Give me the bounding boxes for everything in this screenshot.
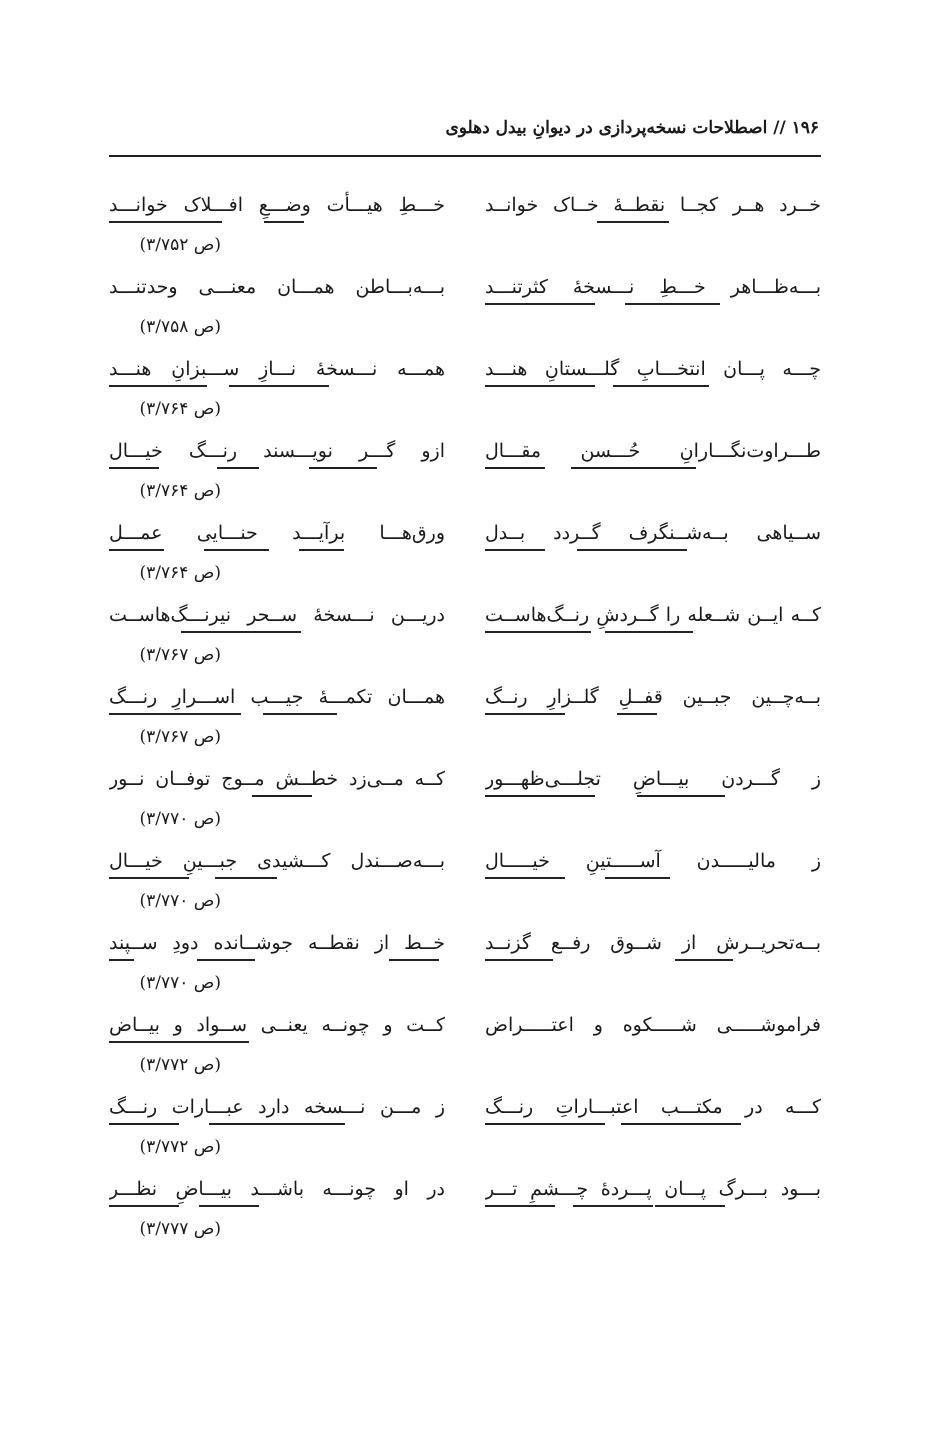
second-hemistich: ز مـــن نـــسخه دارد عبـــارات رنـــگ bbox=[109, 1096, 445, 1118]
second-hemistich: همـــان تکمـــهٔ جیـــب اســـرارِ رنـــگ bbox=[109, 686, 445, 708]
underline-mark bbox=[675, 959, 733, 961]
underline-mark bbox=[485, 467, 545, 469]
page-citation: (ص ۳/۷۷۰) bbox=[139, 809, 221, 829]
underline-mark bbox=[109, 1123, 179, 1125]
page-citation: (ص ۳/۷۶۴) bbox=[139, 481, 221, 501]
underline-mark bbox=[613, 385, 709, 387]
second-hemistich: همـــه نـــسخهٔ نـــازِ ســـبزانِ هنـــد bbox=[109, 358, 445, 380]
couplet bbox=[109, 764, 821, 846]
second-hemistich: کــه مــی‌زد خطــش مــوج توفــان نــور bbox=[109, 768, 445, 790]
underline-mark bbox=[109, 877, 189, 879]
page-citation: (ص ۳/۷۷۲) bbox=[139, 1055, 221, 1075]
page-citation: (ص ۳/۷۵۲) bbox=[139, 235, 221, 255]
page-citation: (ص ۳/۷۶۴) bbox=[139, 563, 221, 583]
poem-body bbox=[109, 190, 821, 1256]
underline-mark bbox=[637, 795, 725, 797]
couplet bbox=[109, 1174, 821, 1256]
second-hemistich: در او چونـــه باشـــد بیـــاضِ نظـــر bbox=[109, 1178, 445, 1200]
second-hemistich: کــت و چونــه یعنــی ســواد و بیــاض bbox=[109, 1014, 445, 1036]
header-rule bbox=[109, 155, 821, 157]
underline-mark bbox=[109, 549, 164, 551]
first-hemistich: بــه‌چــین جبــین قفــلِ گلــزارِ رنــگ bbox=[485, 686, 821, 708]
page-citation: (ص ۳/۷۷۰) bbox=[139, 891, 221, 911]
first-hemistich: کــه ایــن شــعله را گــردشِ رنــگ‌هاســت bbox=[485, 604, 821, 626]
underline-mark bbox=[625, 303, 720, 305]
first-hemistich: خــرد هــر کجــا نقطــهٔ خــاک خوانــد bbox=[485, 194, 821, 216]
underline-mark bbox=[485, 549, 545, 551]
underline-mark bbox=[252, 795, 312, 797]
underline-mark bbox=[485, 959, 553, 961]
page-citation: (ص ۳/۷۷۲) bbox=[139, 1137, 221, 1157]
page-citation: (ص ۳/۷۶۷) bbox=[139, 645, 221, 665]
first-hemistich: کـــه در مکتـــب اعتبـــاراتِ رنـــگ bbox=[485, 1096, 821, 1118]
couplet bbox=[109, 846, 821, 928]
underline-mark bbox=[109, 713, 241, 715]
first-hemistich: طـــراوت‌نگـــارانِ حُـــسن مقـــال bbox=[485, 440, 821, 462]
couplet bbox=[109, 1092, 821, 1174]
second-hemistich: ازو گـــر نویـــسند رنـــگ خیـــال bbox=[109, 440, 445, 462]
underline-mark bbox=[573, 1205, 653, 1207]
couplet bbox=[109, 518, 821, 600]
underline-mark bbox=[571, 467, 696, 469]
second-hemistich: خـــطِ هیـــأت وضـــعِ افـــلاک خوانـــد bbox=[109, 194, 445, 216]
page-citation: (ص ۳/۷۶۴) bbox=[139, 399, 221, 419]
first-hemistich: ز گـــردن بیـــاضِ تجلـــی‌ظهـــور bbox=[485, 768, 821, 790]
first-hemistich: ســیاهی بــه‌شــنگرف گــردد بــدل bbox=[485, 522, 821, 544]
underline-mark bbox=[204, 549, 269, 551]
underline-mark bbox=[655, 1205, 725, 1207]
couplet bbox=[109, 354, 821, 436]
first-hemistich: بــه‌تحریــرش از شــوق رفــع گزنــد bbox=[485, 932, 821, 954]
couplet bbox=[109, 682, 821, 764]
underline-mark bbox=[577, 549, 687, 551]
underline-mark bbox=[485, 1123, 605, 1125]
underline-mark bbox=[485, 1205, 555, 1207]
second-hemistich: خــط از نقطــه جوشــانده دودِ ســپند bbox=[109, 932, 445, 954]
underline-mark bbox=[181, 631, 301, 633]
first-hemistich: بـــود بـــرگ پـــان پـــردهٔ چـــشمِ تـــر bbox=[485, 1178, 821, 1200]
underline-mark bbox=[485, 795, 595, 797]
underline-mark bbox=[485, 877, 565, 879]
page-citation: (ص ۳/۷۵۸) bbox=[139, 317, 221, 337]
second-hemistich: ورق‌هـــا برآیـــد حنـــایی عمـــل bbox=[109, 522, 445, 544]
underline-mark bbox=[264, 221, 304, 223]
first-hemistich: چـــه پـــان انتخـــابِ گلـــستانِ هنـــد bbox=[485, 358, 821, 380]
underline-mark bbox=[621, 1123, 741, 1125]
running-header: ۱۹۶ // اصطلاحات نسخه‌پردازی در دیوانِ بیدل دهلوی bbox=[445, 118, 819, 138]
couplet bbox=[109, 190, 821, 272]
underline-mark bbox=[309, 467, 377, 469]
underline-mark bbox=[109, 221, 222, 223]
underline-mark bbox=[597, 221, 669, 223]
underline-mark bbox=[485, 385, 595, 387]
underline-mark bbox=[605, 877, 670, 879]
underline-mark bbox=[485, 713, 565, 715]
first-hemistich: فراموشـــــی شـــــکوه و اعتـــــراض bbox=[485, 1014, 821, 1036]
second-hemistich: دریـــن نـــسخهٔ ســحر نیرنـــگ‌هاســت bbox=[109, 604, 445, 626]
underline-mark bbox=[263, 713, 337, 715]
couplet bbox=[109, 436, 821, 518]
underline-mark bbox=[217, 467, 259, 469]
couplet bbox=[109, 272, 821, 354]
underline-mark bbox=[229, 385, 329, 387]
page-citation: (ص ۳/۷۷۷) bbox=[139, 1219, 221, 1239]
underline-mark bbox=[109, 959, 134, 961]
underline-mark bbox=[389, 959, 439, 961]
second-hemistich: بـــه‌بـــاطن همـــان معنـــی وحدتنـــد bbox=[109, 276, 445, 298]
page-citation: (ص ۳/۷۷۰) bbox=[139, 973, 221, 993]
underline-mark bbox=[197, 959, 255, 961]
second-hemistich: بـــه‌صـــندل کـــشیدی جبـــینِ خیـــال bbox=[109, 850, 445, 872]
couplet bbox=[109, 928, 821, 1010]
first-hemistich: بـــه‌ظـــاهر خـــطِ نـــسخهٔ کثرتنـــد bbox=[485, 276, 821, 298]
underline-mark bbox=[299, 549, 344, 551]
first-hemistich: ز مالیـــــدن آســـــتینِ خیـــــال bbox=[485, 850, 821, 872]
underline-mark bbox=[485, 631, 591, 633]
underline-mark bbox=[617, 713, 657, 715]
couplet bbox=[109, 600, 821, 682]
underline-mark bbox=[109, 1041, 249, 1043]
underline-mark bbox=[285, 1123, 345, 1125]
underline-mark bbox=[199, 1205, 259, 1207]
underline-mark bbox=[605, 631, 693, 633]
underline-mark bbox=[109, 467, 159, 469]
couplet bbox=[109, 1010, 821, 1092]
underline-mark bbox=[215, 877, 277, 879]
underline-mark bbox=[109, 1205, 179, 1207]
underline-mark bbox=[109, 385, 207, 387]
page-citation: (ص ۳/۷۶۷) bbox=[139, 727, 221, 747]
underline-mark bbox=[485, 303, 595, 305]
